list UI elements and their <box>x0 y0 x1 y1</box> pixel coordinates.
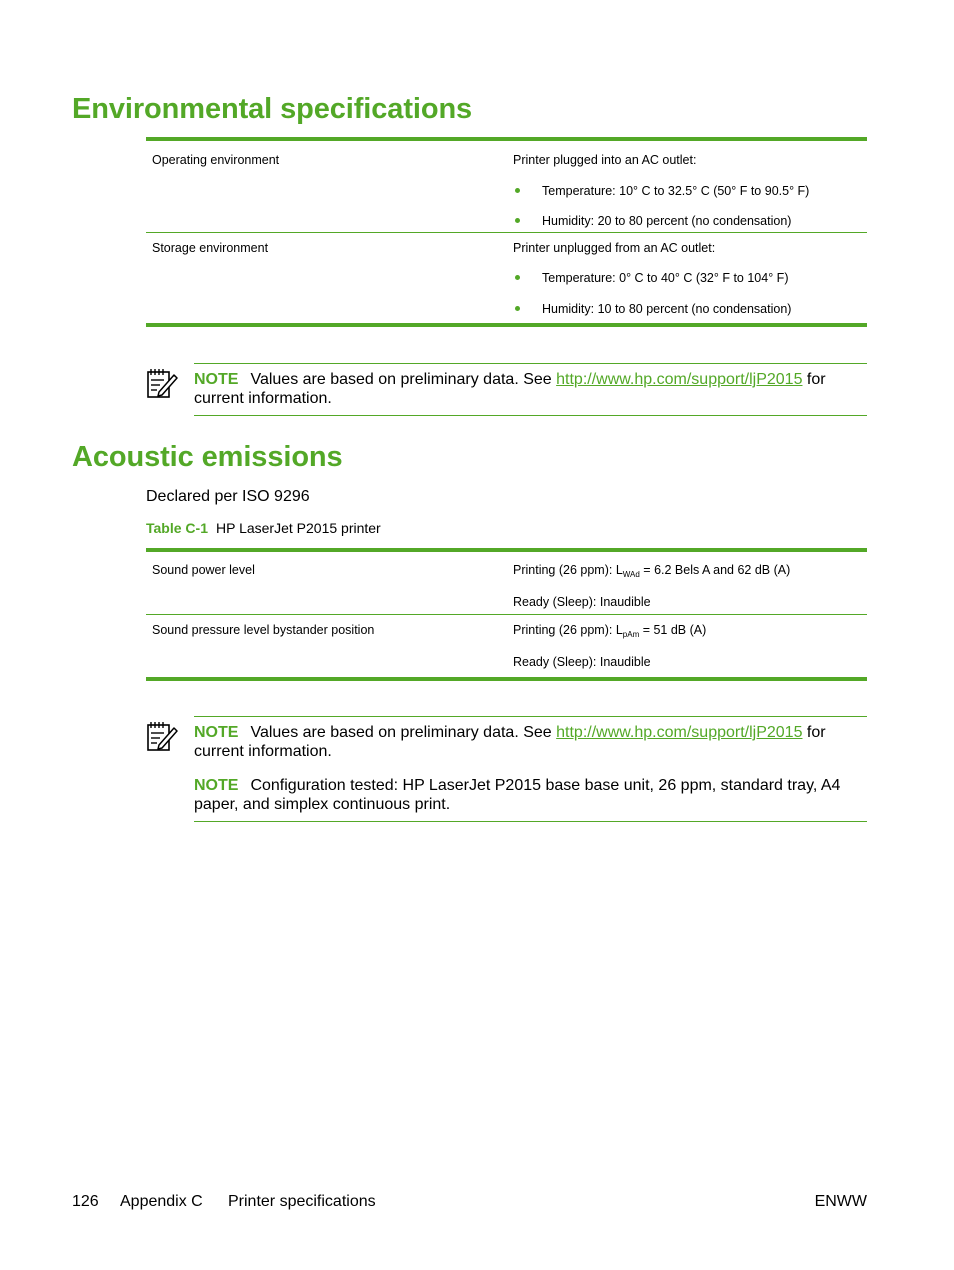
table-caption-text: HP LaserJet P2015 printer <box>215 520 381 536</box>
bullet-icon <box>515 275 520 280</box>
bullet-icon <box>515 306 520 311</box>
row-line-post: = 51 dB (A) <box>639 623 707 637</box>
page-number: 126 <box>72 1193 99 1210</box>
note-pencil-icon <box>146 720 178 752</box>
row-intro: Printer plugged into an AC outlet: <box>513 153 697 167</box>
row-label: Storage environment <box>152 241 269 255</box>
bullet-item: Temperature: 10° C to 32.5° C (50° F to 90.5° F) <box>542 184 810 198</box>
bullet-item: Humidity: 10 to 80 percent (no condensation) <box>542 302 792 316</box>
row-line <box>513 563 790 577</box>
row-line-pre: Printing (26 ppm): L <box>513 623 623 637</box>
row-line2: Ready (Sleep): Inaudible <box>513 595 651 609</box>
row-line-sub: WAd <box>622 570 640 579</box>
note-label: NOTE <box>194 371 239 388</box>
note-body: Values are based on preliminary data. See <box>250 724 557 741</box>
table-caption <box>146 520 381 536</box>
row-label: Operating environment <box>152 153 280 167</box>
note-text <box>194 776 854 814</box>
note-text <box>194 723 854 761</box>
table-row <box>146 141 867 233</box>
footer-appendix: Appendix C <box>120 1193 203 1210</box>
row-label: Sound power level <box>152 563 255 577</box>
row-line-post: = 6.2 Bels A and 62 dB (A) <box>639 563 791 577</box>
table-label: Table C-1 <box>146 520 208 536</box>
note-pencil-icon <box>146 367 178 399</box>
table-row <box>146 615 867 677</box>
env-spec-table <box>146 137 867 327</box>
note-body-end: for current information. <box>194 724 826 760</box>
acoustic-notes <box>146 716 867 824</box>
row-line-pre: Printing (26 ppm): L <box>513 563 623 577</box>
row-label: Sound pressure level bystander position <box>152 623 375 637</box>
bullet-icon <box>515 218 520 223</box>
acoustic-section-title: Acoustic emissions <box>72 441 343 473</box>
note-body-end: for current information. <box>194 371 826 407</box>
footer-chapter: Printer specifications <box>228 1193 376 1210</box>
bullet-item: Temperature: 0° C to 40° C (32° F to 104° F) <box>542 271 789 285</box>
note-top-rule <box>194 363 867 364</box>
table-row <box>146 233 867 323</box>
note-body: Configuration tested: HP LaserJet P2015 base base unit, 26 ppm, standard tray, A4 paper, and simplex continuous print. <box>194 777 841 813</box>
support-link[interactable]: http://www.hp.com/support/ljP2015 <box>556 724 803 741</box>
row-line2: Ready (Sleep): Inaudible <box>513 655 651 669</box>
table-bottom-rule <box>146 323 867 327</box>
table-row <box>146 552 867 615</box>
row-line <box>513 623 706 637</box>
acoustic-spec-table <box>146 548 867 681</box>
note-bottom-rule <box>194 821 867 822</box>
note-label: NOTE <box>194 724 239 741</box>
env-section-title: Environmental specifications <box>72 93 473 125</box>
note-text <box>194 370 854 408</box>
bullet-item: Humidity: 20 to 80 percent (no condensation) <box>542 214 792 228</box>
note-label: NOTE <box>194 777 239 794</box>
note-bottom-rule <box>194 415 867 416</box>
support-link[interactable]: http://www.hp.com/support/ljP2015 <box>556 371 803 388</box>
footer-enww: ENWW <box>814 1193 867 1210</box>
row-intro: Printer unplugged from an AC outlet: <box>513 241 716 255</box>
row-line-sub: pAm <box>622 630 640 639</box>
bullet-icon <box>515 188 520 193</box>
env-note <box>146 363 867 417</box>
note-top-rule <box>194 716 867 717</box>
declared-text: Declared per ISO 9296 <box>146 488 310 505</box>
table-bottom-rule <box>146 677 867 681</box>
note-body: Values are based on preliminary data. See <box>250 371 557 388</box>
